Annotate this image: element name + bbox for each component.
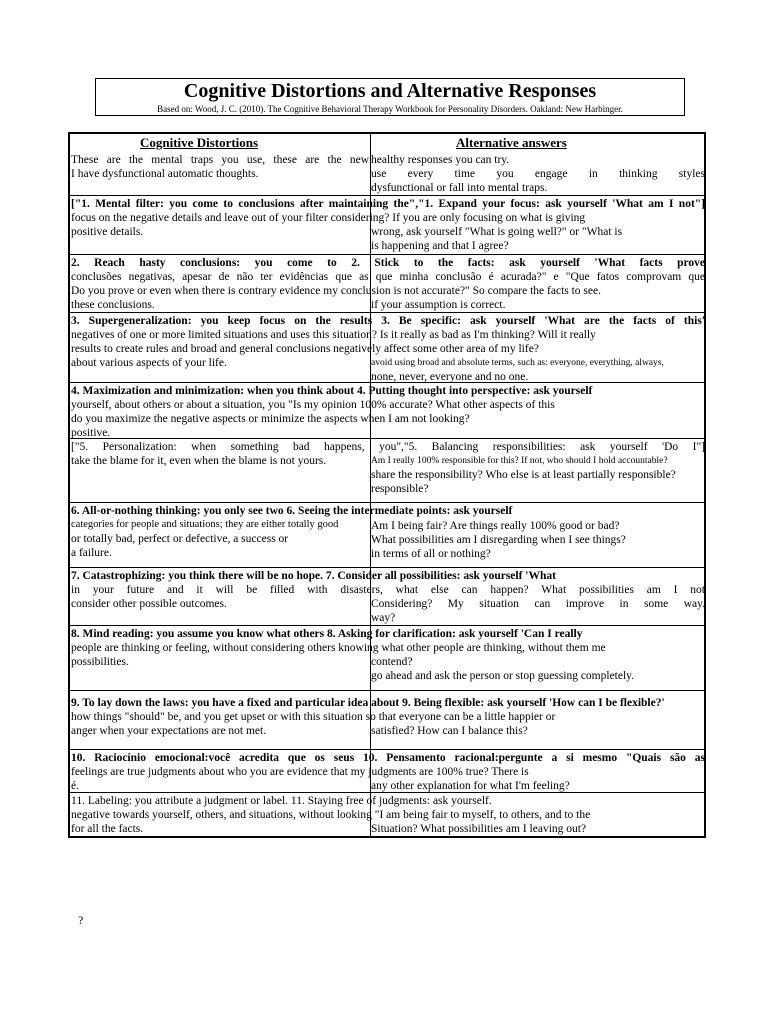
cell-line: 11. Labeling: you attribute a judgment or label. 11. Staying free of judgments: ask yourself. bbox=[71, 795, 492, 807]
cell-line: yourself, about others or about a situation, you "Is my opinion 100% accurate? What other aspects of this bbox=[71, 399, 555, 411]
alternative-cell bbox=[371, 724, 705, 738]
cell-line: Am I really 100% responsible for this? If not, who should I hold accountable? bbox=[371, 456, 668, 466]
distortion-cell bbox=[71, 153, 369, 181]
cell-line: ["5. Personalization: when something bad happens, you","5. Balancing responsibilities: ask yourself 'Do I"] bbox=[71, 441, 705, 453]
cell-line: about various aspects of your life. bbox=[71, 357, 227, 369]
cell-line: is happening and that I agree? bbox=[371, 240, 509, 252]
cell-line: or totally bad, perfect or defective, a success or bbox=[71, 533, 289, 545]
cell-line: 3. Supergeneralization: you keep focus on the results 3. Be specific: ask yourself 'What are the facts of this' bbox=[71, 315, 705, 327]
cell-line: ["1. Mental filter: you come to conclusions after maintaining the","1. Expand your focus: ask yourself 'What am I not"] bbox=[71, 198, 705, 210]
cell-line: none, never, everyone and no one. bbox=[371, 371, 529, 383]
cell-line: 10. Raciocínio emocional:você acredita que os seus 10. Pensamento racional:pergunte a si mesmo "Quais são as bbox=[71, 752, 705, 764]
cell-line: é. bbox=[71, 780, 79, 792]
cell-line: anger when your expectations are not met. bbox=[71, 725, 267, 737]
cell-line: if your assumption is correct. bbox=[371, 299, 506, 311]
row-divider bbox=[70, 749, 704, 750]
cell-line: use every time you engage in thinking styles bbox=[371, 168, 705, 180]
cell-line: any other explanation for what I'm feeling? bbox=[371, 780, 570, 792]
cell-line: 4. Maximization and minimization: when you think about 4. Putting thought into perspective: ask yourself bbox=[71, 385, 593, 397]
cell-line: in your future and it will be filled with disasters, what else can happen? What possibilities am I not bbox=[71, 584, 705, 596]
cell-line: wrong, ask yourself "What is going well?" or "What is bbox=[371, 226, 623, 238]
cell-line: 8. Mind reading: you assume you know what others 8. Asking for clarification: ask yourself 'Can I really bbox=[71, 628, 583, 640]
cell-line: do you maximize the negative aspects or minimize the aspects when I am not looking? bbox=[71, 413, 470, 425]
cell-line: negative towards yourself, others, and situations, without looking "I am being fair to myself, to others, and to the bbox=[71, 809, 591, 821]
alternative-cell bbox=[371, 779, 705, 793]
cell-line: dysfunctional or fall into mental traps. bbox=[371, 182, 548, 194]
cell-line: share the responsibility? Who else is at least partially responsible? bbox=[371, 469, 676, 481]
cell-line: 6. All-or-nothing thinking: you only see two 6. Seeing the intermediate points: ask yourself bbox=[71, 505, 513, 517]
alternative-cell bbox=[371, 298, 705, 312]
row-divider bbox=[70, 312, 704, 313]
cell-line: categories for people and situations; they are either totally good bbox=[71, 519, 339, 530]
cell-line: people are thinking or feeling, without considering others knowing what other people are thinking, without them me bbox=[71, 642, 606, 654]
cell-line: These are the mental traps you use, these are the new bbox=[71, 154, 369, 166]
alternative-cell bbox=[371, 519, 705, 561]
row-divider bbox=[70, 567, 704, 568]
cell-line: positive details. bbox=[71, 226, 144, 238]
alternative-cell bbox=[371, 454, 705, 496]
row-divider bbox=[70, 625, 704, 626]
cell-line: conclusões negativas, apesar de não ter evidências que as que minha conclusão é acurada?" e "Que fatos comprovam que bbox=[71, 271, 705, 283]
alternative-cell bbox=[371, 153, 705, 195]
cell-line: results to create rules and broad and general conclusions negatively affect some other area of my life? bbox=[71, 343, 539, 355]
cell-line: possibilities. bbox=[71, 656, 129, 668]
cell-line: a failure. bbox=[71, 547, 112, 559]
distortions-table bbox=[68, 132, 706, 838]
cell-line: go ahead and ask the person or stop guessing completely. bbox=[371, 670, 635, 682]
cell-line: focus on the negative details and leave out of your filter considering? If you are only focusing on what is giving bbox=[71, 212, 586, 224]
cell-line: positive. bbox=[71, 427, 111, 439]
cell-line: satisfied? How can I balance this? bbox=[371, 725, 528, 737]
citation: Based on: Wood, J. C. (2010). The Cognitive Behavioral Therapy Workbook for Personality Disorders. Oakland: New Harbinger. bbox=[157, 104, 623, 114]
footer-mark: ? bbox=[78, 913, 84, 927]
row-divider bbox=[70, 254, 704, 255]
cell-line: these conclusions. bbox=[71, 299, 155, 311]
distortion-cell-maximization bbox=[71, 384, 705, 440]
cell-line: healthy responses you can try. bbox=[371, 154, 510, 166]
cell-line: 2. Reach hasty conclusions: you come to 2. Stick to the facts: ask yourself 'What facts prove bbox=[71, 257, 705, 269]
cell-line: avoid using broad and absolute terms, such as: everyone, everything, always, bbox=[371, 358, 664, 368]
row-divider bbox=[70, 502, 704, 503]
alternative-cell bbox=[371, 822, 705, 836]
title-box bbox=[95, 78, 685, 116]
row-divider bbox=[70, 195, 704, 196]
cell-line: feelings are true judgments about who you are evidence that my judgments are 100% true? There is bbox=[71, 766, 529, 778]
cell-line: way? bbox=[371, 612, 396, 624]
cell-line: consider other possible outcomes. bbox=[71, 598, 227, 610]
cell-line: negatives of one or more limited situations and uses this situation? Is it really as bad as I'm thinking? Will it really bbox=[71, 329, 596, 341]
header-cognitive-distortions: Cognitive Distortions bbox=[140, 135, 259, 150]
header-alternative-answers: Alternative answers bbox=[456, 135, 567, 150]
cell-line: What possibilities am I disregarding when I see things? bbox=[371, 534, 626, 546]
cell-line: Am I being fair? Are things really 100% good or bad? bbox=[371, 520, 620, 532]
alternative-cell bbox=[371, 655, 705, 683]
cell-line: responsible? bbox=[371, 483, 429, 495]
cell-line: contend? bbox=[371, 656, 413, 668]
cell-line: Considering? My situation can improve in some way. bbox=[371, 598, 705, 610]
page-title: Cognitive Distortions and Alternative Responses bbox=[183, 80, 597, 102]
cell-line: how things "should" be, and you get upset or with this situation so that everyone can be a little happier or bbox=[71, 711, 556, 723]
cell-line: for all the facts. bbox=[71, 823, 144, 835]
alternative-cell bbox=[371, 225, 705, 253]
cell-line: in terms of all or nothing? bbox=[371, 548, 491, 560]
cell-line: Situation? What possibilities am I leaving out? bbox=[371, 823, 587, 835]
row-divider bbox=[70, 690, 704, 691]
alternative-cell bbox=[371, 597, 705, 625]
cell-line: I have dysfunctional automatic thoughts. bbox=[71, 168, 259, 180]
cell-line: Do you prove or even when there is contrary evidence my conclusion is not accurate?" So compare the facts to see. bbox=[71, 285, 601, 297]
alternative-cell bbox=[371, 356, 705, 384]
cell-line: 7. Catastrophizing: you think there will be no hope. 7. Consider all possibilities: ask yourself 'What bbox=[71, 570, 556, 582]
cell-line: take the blame for it, even when the blame is not yours. bbox=[71, 455, 327, 467]
cell-line: 9. To lay down the laws: you have a fixed and particular idea about 9. Being flexible: ask yourself 'How can I be flexible?' bbox=[71, 697, 665, 709]
